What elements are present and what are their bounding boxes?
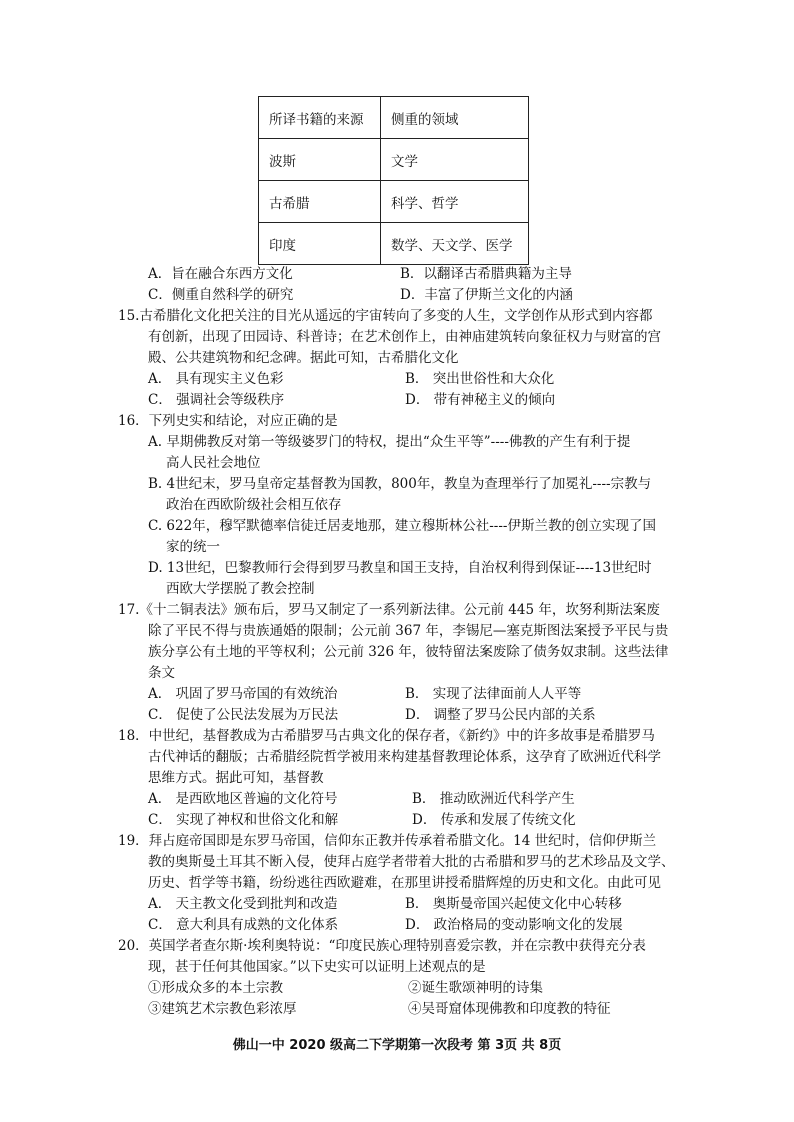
q15-option-a: A． 具有现实主义色彩 — [148, 371, 284, 387]
table-cell: 古希腊 — [259, 181, 381, 223]
page-footer: 佛山一中 2020 级高二下学期第一次段考 第 3页 共 8页 — [232, 1038, 562, 1053]
q16-option-d-cont: 西欧大学摆脱了教会控制 — [166, 581, 315, 597]
q17-stem-line: 除了平民不得与贵族通婚的限制；公元前 367 年，李锡尼—塞克斯图法案授予平民与贵 — [148, 623, 669, 639]
q14-option-d: D．丰富了伊斯兰文化的内涵 — [400, 287, 573, 303]
q19-stem-line: 19．拜占庭帝国即是东罗马帝国，信仰东正教并传承着希腊文化。14 世纪时，信仰伊斯兰 — [118, 833, 657, 849]
q20-stem-line: 现，甚于任何其他国家。”以下史实可以证明上述观点的是 — [148, 959, 486, 975]
q20-item-3: ③建筑艺术宗教色彩浓厚 — [148, 1001, 297, 1017]
table-cell: 波斯 — [259, 139, 381, 181]
q16-option-c: C. 622年，穆罕默德率信徒迁居麦地那，建立穆斯林公社----伊斯兰教的创立实现了国 — [148, 518, 656, 534]
q19-stem-line: 教的奥斯曼土耳其不断入侵，使拜占庭学者带着大批的古希腊和罗马的艺术珍品及文学、 — [148, 854, 675, 870]
q19-option-a: A． 天主教文化受到批判和改造 — [148, 896, 338, 912]
q14-option-c: C．侧重自然科学的研究 — [148, 287, 294, 303]
table-cell: 文学 — [381, 139, 529, 181]
table-cell: 所译书籍的来源 — [259, 97, 381, 139]
q19-stem-line: 历史、哲学等书籍，纷纷逃往西欧避难，在那里讲授希腊辉煌的历史和文化。由此可见 — [148, 875, 661, 891]
q15-option-d: D． 带有神秘主义的倾向 — [405, 392, 556, 408]
table-header-row — [259, 97, 529, 139]
table-row — [259, 181, 529, 223]
q17-option-c: C． 促使了公民法发展为万民法 — [148, 707, 339, 723]
q14-option-b: B．以翻译古希腊典籍为主导 — [400, 266, 572, 282]
q18-option-d: D． 传承和发展了传统文化 — [412, 812, 576, 828]
q15-stem-line: 殿、公共建筑物和纪念碑。据此可知，古希腊化文化 — [148, 350, 459, 366]
q17-option-a: A． 巩固了罗马帝国的有效统治 — [148, 686, 338, 702]
q20-item-4: ④吴哥窟体现佛教和印度教的特征 — [408, 1001, 611, 1017]
table-cell: 侧重的领域 — [381, 97, 529, 139]
q16-option-c-cont: 家的统一 — [166, 539, 220, 555]
q17-stem-line: 17.《十二铜表法》颁布后，罗马又制定了一系列新法律。公元前 445 年，坎努利斯法案废 — [118, 602, 660, 618]
q18-stem-line: 古代神话的翻版；古希腊经院哲学被用来构建基督教理论体系，这孕育了欧洲近代科学 — [148, 749, 661, 765]
q16-option-b-cont: 政治在西欧阶级社会相互依存 — [166, 497, 342, 513]
q19-option-d: D． 政治格局的变动影响文化的发展 — [405, 917, 623, 933]
table-row — [259, 139, 529, 181]
q16-option-a: A. 早期佛教反对第一等级婆罗门的特权，提出“众生平等”----佛教的产生有利于提 — [148, 434, 631, 450]
q17-stem-line: 条文 — [148, 665, 175, 681]
q18-option-c: C． 实现了神权和世俗文化和解 — [148, 812, 339, 828]
table-row — [259, 223, 529, 265]
q15-stem-line: 有创新，出现了田园诗、科普诗；在艺术创作上，由神庙建筑转向象征权力与财富的宫 — [148, 329, 661, 345]
translation-sources-table — [258, 96, 529, 265]
q18-option-b: B． 推动欧洲近代科学产生 — [412, 791, 575, 807]
q16-stem: 16．下列史实和结论，对应正确的是 — [118, 413, 338, 429]
q19-option-c: C． 意大利具有成熟的文化体系 — [148, 917, 339, 933]
q15-option-c: C． 强调社会等级秩序 — [148, 392, 285, 408]
q17-option-b: B． 实现了法律面前人人平等 — [405, 686, 582, 702]
q17-stem-line: 族分享公有土地的平等权利；公元前 326 年，彼特留法案废除了债务奴隶制。这些法律 — [148, 644, 669, 660]
q20-item-2: ②诞生歌颂神明的诗集 — [408, 980, 543, 996]
q15-stem-line: 15.古希腊化文化把关注的目光从遥远的宇宙转向了多变的人生，文学创作从形式到内容都 — [118, 308, 653, 324]
q16-option-b: B. 4世纪末，罗马皇帝定基督教为国教，800年，教皇为查理举行了加冕礼----宗教与 — [148, 476, 652, 492]
q20-item-1: ①形成众多的本土宗教 — [148, 980, 283, 996]
table-cell: 数学、天文学、医学 — [381, 223, 529, 265]
q18-option-a: A． 是西欧地区普遍的文化符号 — [148, 791, 338, 807]
q14-option-a: A．旨在融合东西方文化 — [148, 266, 293, 282]
q19-option-b: B． 奥斯曼帝国兴起使文化中心转移 — [405, 896, 622, 912]
q18-stem-line: 思维方式。据此可知，基督教 — [148, 770, 324, 786]
table-cell: 印度 — [259, 223, 381, 265]
q16-option-d: D. 13世纪，巴黎教师行会得到罗马教皇和国王支持，自治权利得到保证----13世纪时 — [148, 560, 652, 576]
q20-stem-line: 20．英国学者查尔斯·埃利奥特说：“印度民族心理特别喜爱宗教，并在宗教中获得充分表 — [118, 938, 646, 954]
q16-option-a-cont: 高人民社会地位 — [166, 455, 261, 471]
q17-option-d: D． 调整了罗马公民内部的关系 — [405, 707, 596, 723]
q15-option-b: B． 突出世俗性和大众化 — [405, 371, 555, 387]
table-cell: 科学、哲学 — [381, 181, 529, 223]
q18-stem-line: 18．中世纪，基督教成为古希腊罗马古典文化的保存者，《新约》中的许多故事是希腊罗马 — [118, 728, 655, 744]
